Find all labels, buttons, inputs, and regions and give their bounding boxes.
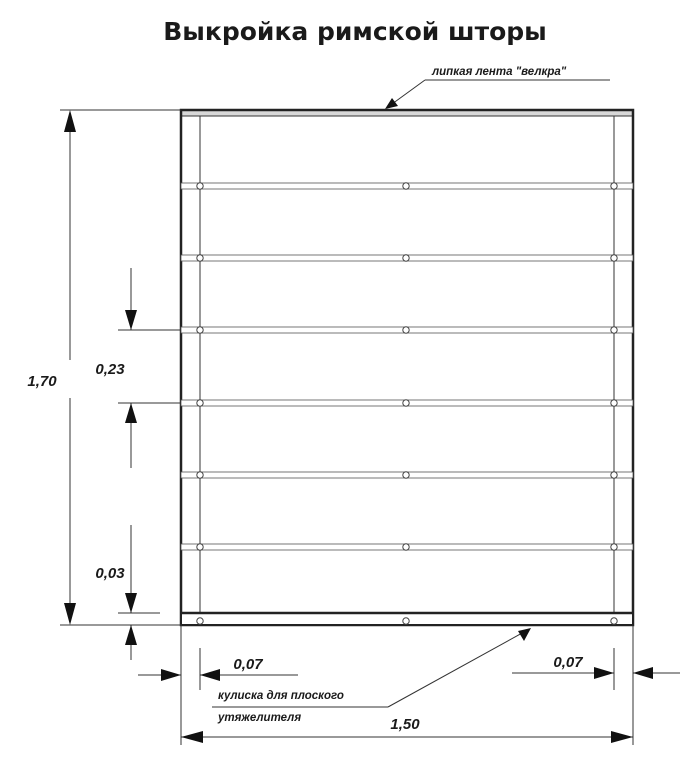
velcro-callout (385, 66, 610, 109)
fold-spacing-label: 0,23 (95, 361, 125, 378)
ring (611, 327, 617, 333)
height-label: 1,70 (27, 373, 57, 390)
right-margin-arrow-out (633, 667, 653, 679)
ring (403, 400, 409, 406)
bottom-gap-label: 0,03 (95, 565, 125, 582)
height-arrow-top (64, 110, 76, 132)
ring (197, 618, 203, 624)
fold-spacing-dimension (95, 268, 181, 468)
ring (611, 472, 617, 478)
fold-spacing-arrow-top (125, 310, 137, 330)
bottom-gap-dimension (95, 525, 160, 660)
ring (611, 544, 617, 550)
left-margin-arrow-in (161, 669, 181, 681)
height-arrow-bottom (64, 603, 76, 625)
ring (197, 544, 203, 550)
ring (197, 400, 203, 406)
right-margin-arrow-in (594, 667, 614, 679)
ring (403, 544, 409, 550)
width-label: 1,50 (390, 716, 420, 733)
right-margin-dimension (512, 625, 680, 745)
velcro-label: липкая лента "велкра" (432, 66, 567, 78)
bottom-gap-arrow-top (125, 593, 137, 613)
ring (197, 472, 203, 478)
ring (611, 183, 617, 189)
pocket-callout (212, 628, 531, 724)
bottom-gap-arrow-bottom (125, 625, 137, 645)
ring (611, 400, 617, 406)
width-arrow-left (181, 731, 203, 743)
width-arrow-right (611, 731, 633, 743)
pocket-leader-line (388, 632, 524, 707)
velcro-leader-line (392, 80, 425, 104)
left-margin-label: 0,07 (233, 656, 263, 673)
ring (197, 255, 203, 261)
ring (611, 255, 617, 261)
pocket-label-line1: кулиска для плоского (218, 690, 344, 702)
pocket-label-line2: утяжелителя (218, 712, 302, 724)
ring (403, 472, 409, 478)
velcro-arrowhead (385, 98, 398, 109)
rings (197, 183, 617, 550)
left-margin-arrow-out (200, 669, 220, 681)
ring (197, 327, 203, 333)
ring (403, 183, 409, 189)
ring (403, 618, 409, 624)
right-margin-label: 0,07 (553, 654, 583, 671)
ring (403, 255, 409, 261)
left-margin-dimension (138, 625, 298, 745)
ring (403, 327, 409, 333)
ring (611, 618, 617, 624)
ring (197, 183, 203, 189)
diagram-title: Выкройка римской шторы (163, 17, 547, 46)
fold-spacing-arrow-bottom (125, 403, 137, 423)
fold-lines (181, 183, 633, 550)
